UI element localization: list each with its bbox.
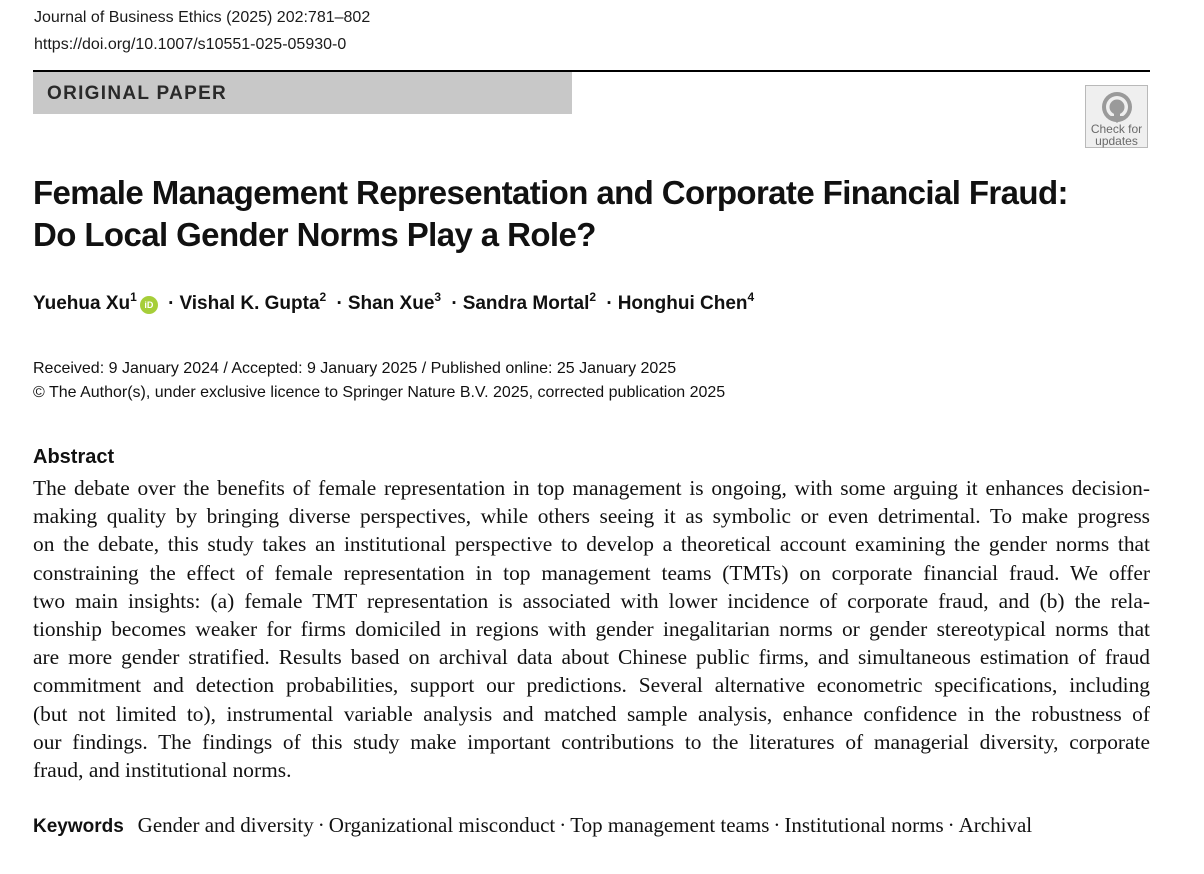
keyword-separator: · bbox=[559, 813, 567, 837]
abstract-line: The debate over the benefits of female representation in top management is ongoing, with some arguing it enhances decision- bbox=[33, 476, 1150, 500]
abstract-line: constraining the effect of female representation in top management teams (TMTs) on corporate financial fraud. We offer bbox=[33, 560, 1150, 585]
affiliation-ref: 2 bbox=[589, 290, 597, 304]
abstract-line: (but not limited to), instrumental variable analysis and matched sample analysis, enhance confidence in the robustness of bbox=[33, 701, 1150, 726]
keyword-separator: · bbox=[773, 813, 781, 837]
abstract-line: are more gender stratified. Results based on archival data about Chinese public firms, and simultaneous estimation of fraud bbox=[33, 645, 1150, 670]
keyword-separator: · bbox=[947, 813, 955, 837]
affiliation-ref: 4 bbox=[747, 290, 755, 304]
author-name[interactable]: Sandra Mortal bbox=[462, 293, 590, 314]
author-name[interactable]: Honghui Chen bbox=[617, 293, 748, 314]
paper-type-label: ORIGINAL PAPER bbox=[47, 83, 228, 104]
keywords-section bbox=[33, 813, 1032, 838]
abstract-line: fraud, and institutional norms. bbox=[33, 758, 292, 783]
journal-citation: Journal of Business Ethics (2025) 202:781–802 bbox=[34, 9, 371, 26]
keyword: Organizational misconduct bbox=[328, 813, 556, 837]
abstract-line: our findings. The findings of this study make important contributions to the literatures of managerial diversity, corporate bbox=[33, 729, 1150, 754]
paper-title bbox=[33, 172, 1143, 256]
keyword: Gender and diversity bbox=[137, 813, 314, 837]
publication-dates: Received: 9 January 2024 / Accepted: 9 January 2025 / Published online: 25 January 2025 bbox=[33, 360, 677, 377]
abstract-line: tionship becomes weaker for firms domiciled in regions with gender inegalitarian norms or gender stereotypical norms that bbox=[33, 617, 1150, 642]
abstract-line: commitment and detection probabilities, support our predictions. Several alternative econometric specifications, including bbox=[33, 673, 1150, 698]
title-line-2: Do Local Gender Norms Play a Role? bbox=[33, 216, 596, 253]
author-name[interactable]: Vishal K. Gupta bbox=[179, 293, 320, 314]
keywords-label: Keywords bbox=[33, 816, 124, 837]
abstract-heading: Abstract bbox=[33, 446, 115, 468]
keywords-list bbox=[138, 813, 1032, 837]
check-updates-line1: Check for bbox=[1090, 122, 1143, 136]
author-separator: · bbox=[168, 293, 175, 314]
author-separator: · bbox=[336, 293, 343, 314]
author-separator: · bbox=[606, 293, 613, 314]
abstract-line: making quality by bringing diverse perspectives, while others seeing it as symbolic or even detrimental. To make progress bbox=[33, 504, 1150, 529]
doi-link[interactable]: https://doi.org/10.1007/s10551-025-05930-0 bbox=[34, 36, 347, 53]
copyright-notice: © The Author(s), under exclusive licence to Springer Nature B.V. 2025, corrected publication 2025 bbox=[33, 384, 726, 401]
keyword-separator: · bbox=[317, 813, 325, 837]
abstract-text bbox=[33, 474, 1150, 784]
orcid-icon[interactable]: iD bbox=[140, 296, 158, 314]
affiliation-ref: 2 bbox=[319, 290, 327, 304]
check-for-updates-badge[interactable] bbox=[1085, 85, 1148, 148]
author-separator: · bbox=[451, 293, 458, 314]
affiliation-ref: 3 bbox=[434, 290, 442, 304]
title-line-1: Female Management Representation and Corporate Financial Fraud: bbox=[33, 174, 1068, 211]
keyword: Institutional norms bbox=[784, 813, 944, 837]
author-list bbox=[33, 290, 755, 315]
keyword: Top management teams bbox=[570, 813, 770, 837]
check-updates-line2: updates bbox=[1095, 134, 1138, 148]
abstract-line: on the debate, this study takes an institutional perspective to develop a theoretical account examining the gender norms that bbox=[33, 532, 1150, 557]
abstract-line: two main insights: (a) female TMT representation is associated with lower incidence of corporate fraud, and (b) the rela- bbox=[33, 588, 1150, 613]
keyword: Archival bbox=[958, 813, 1033, 837]
author-name[interactable]: Yuehua Xu bbox=[33, 293, 131, 314]
author-name[interactable]: Shan Xue bbox=[347, 293, 435, 314]
affiliation-ref: 1 bbox=[130, 290, 137, 304]
check-updates-icon bbox=[1099, 89, 1135, 125]
check-updates-label bbox=[1086, 123, 1147, 147]
paper-type-banner bbox=[33, 72, 572, 114]
